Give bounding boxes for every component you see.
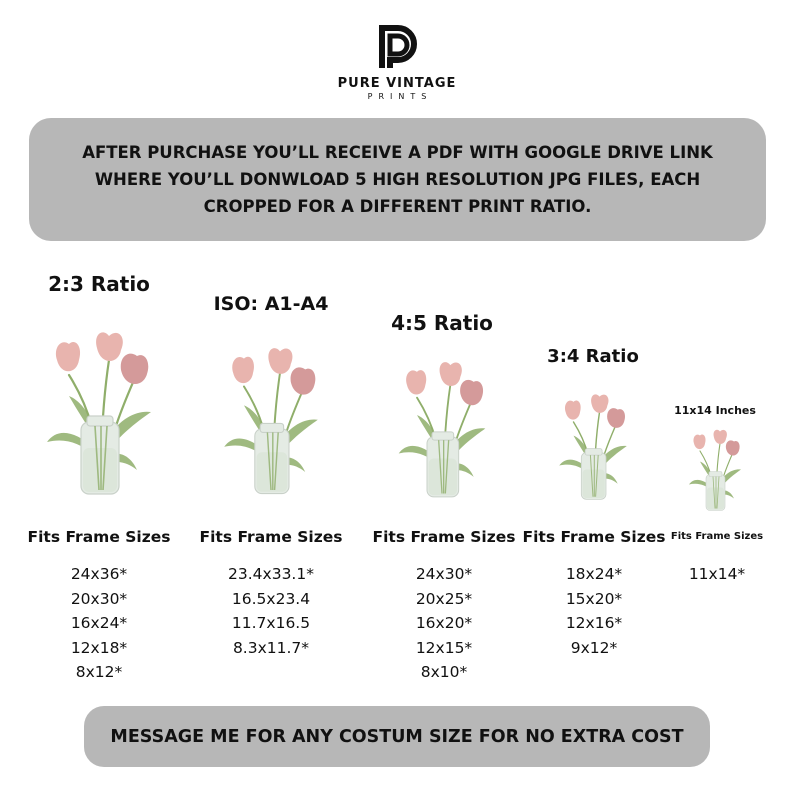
frame-size-list	[71, 562, 127, 685]
frame-size: 16.5x23.4	[231, 589, 311, 608]
pd-monogram-icon	[372, 22, 422, 72]
tulip-vase-illustration	[554, 392, 632, 504]
custom-size-text: MESSAGE ME FOR ANY COSTUM SIZE FOR NO EXTRA COST	[110, 726, 684, 747]
custom-size-banner	[84, 706, 710, 767]
frame-size: 8.3x11.7*	[232, 638, 310, 657]
frame-size-list	[416, 562, 472, 685]
ratio-title-4-5: 4:5 Ratio	[391, 311, 493, 335]
tulip-vase-illustration	[39, 330, 159, 500]
frame-size: 12x15*	[415, 638, 473, 657]
frame-size: 8x12*	[75, 663, 123, 681]
ratio-title-3-4: 3:4 Ratio	[547, 346, 639, 367]
frame-size: 24x36*	[70, 565, 128, 583]
brand-name: PURE VINTAGE	[337, 76, 457, 91]
frame-size: 20x30*	[70, 589, 128, 608]
brand-logo	[0, 22, 794, 101]
frame-size: 12x18*	[70, 638, 128, 657]
fits-frame-sizes-label: Fits Frame Sizes	[522, 528, 666, 546]
frame-size-list	[566, 562, 622, 660]
frame-size-list	[228, 562, 314, 660]
tulip-vase-illustration	[392, 360, 492, 502]
brand-subtitle: PRINTS	[367, 92, 433, 101]
fits-frame-sizes-label: Fits Frame Sizes	[670, 531, 764, 542]
frame-size: 18x24*	[565, 565, 623, 583]
frame-size: 16x24*	[70, 614, 128, 632]
frame-size: 9x12*	[570, 638, 618, 657]
tulip-vase-illustration	[685, 428, 745, 514]
frame-size: 15x20*	[565, 589, 623, 608]
frame-size: 11x14*	[688, 565, 746, 583]
tulip-vase-illustration	[217, 346, 325, 499]
frame-size: 24x30*	[415, 565, 473, 583]
info-banner	[29, 118, 766, 241]
ratio-title-2-3: 2:3 Ratio	[48, 272, 150, 296]
fits-frame-sizes-label: Fits Frame Sizes	[199, 528, 343, 546]
fits-frame-sizes-label: Fits Frame Sizes	[372, 528, 516, 546]
frame-size: 23.4x33.1*	[228, 565, 314, 583]
frame-size: 12x16*	[565, 614, 623, 632]
fits-frame-sizes-label: Fits Frame Sizes	[27, 528, 171, 546]
frame-size: 16x20*	[415, 614, 473, 632]
ratio-title-iso: ISO: A1-A4	[213, 293, 329, 315]
ratio-title-11x14: 11x14 Inches	[674, 404, 756, 417]
info-banner-text: AFTER PURCHASE YOU’LL RECEIVE A PDF WITH GOOGLE DRIVE LINK WHERE YOU’LL DONWLOAD 5 HIGH RESOLUTION JPG FILES, EACH CROPPED FOR A DIFFERENT PRINT RATIO.	[82, 143, 713, 216]
frame-size: 20x25*	[415, 589, 473, 608]
frame-size-list	[689, 562, 745, 587]
frame-size: 11.7x16.5	[231, 614, 311, 632]
frame-size: 8x10*	[420, 663, 468, 681]
